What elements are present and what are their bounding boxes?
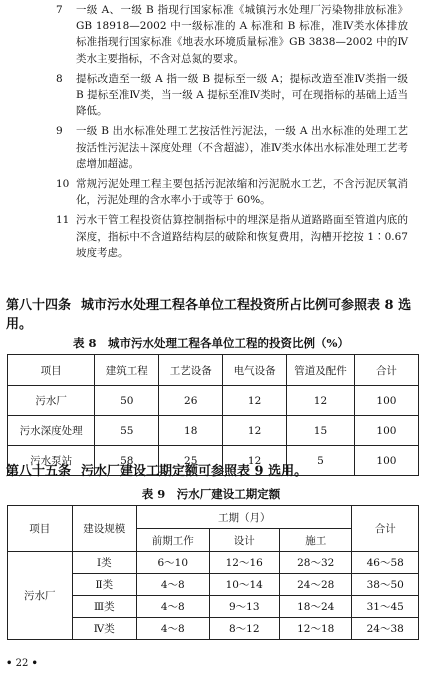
table-cell: 12～16: [209, 552, 279, 574]
header-cell: 项目: [8, 355, 95, 386]
page-number-text: 22: [15, 658, 29, 669]
table-cell: 污水厂: [8, 386, 95, 416]
note-item: [0, 71, 422, 120]
header-cell: 工艺设备: [159, 355, 223, 386]
table-cell: 9～13: [209, 596, 279, 618]
table-row: [8, 416, 419, 446]
table-cell: 4～8: [137, 618, 209, 640]
table-cell: 12: [223, 446, 287, 476]
article-label: 第八十四条: [6, 298, 72, 313]
note-number: 9: [56, 125, 63, 138]
table-header-row: [8, 506, 419, 529]
header-cell: 建设规模: [72, 506, 137, 552]
page-number: [6, 658, 38, 669]
table-cell: 污水泵站: [8, 446, 95, 476]
header-cell: 前期工作: [137, 529, 209, 552]
header-cell: 管道及配件: [287, 355, 355, 386]
note-number: 8: [56, 72, 63, 85]
note-item: [0, 2, 422, 67]
table-cell: 15: [287, 416, 355, 446]
article-text: 城市污水处理工程各单位工程投资所占比例可参照表 8 选用。: [6, 298, 412, 332]
table-cell: 污水深度处理: [8, 416, 95, 446]
note-number: 7: [56, 4, 63, 16]
table8-caption: 表 8 城市污水处理工程各单位工程的投资比例（%）: [73, 336, 349, 350]
article-label: 第八十五条: [6, 464, 72, 479]
table9-caption: 表 9 污水厂建设工期定额: [141, 487, 281, 501]
article-84: [6, 296, 416, 334]
table-cell: 46～58: [352, 552, 419, 574]
header-cell: 施工: [279, 529, 351, 552]
table-cell: 28～32: [279, 552, 351, 574]
bullet-dot-icon: •: [31, 658, 38, 669]
table-cell: 31～45: [352, 596, 419, 618]
table-cell: Ⅳ类: [72, 618, 137, 640]
table-cell: Ⅰ类: [72, 552, 137, 574]
table-cell: 38～50: [352, 574, 419, 596]
construction-period-table: [7, 505, 419, 640]
table-cell: 100: [354, 446, 418, 476]
table-cell: 25: [159, 446, 223, 476]
note-number: 11: [56, 214, 70, 227]
header-cell: 合计: [352, 506, 419, 552]
table-header-row: [8, 355, 419, 386]
table-cell: 5: [287, 446, 355, 476]
header-cell: 建筑工程: [95, 355, 159, 386]
note-text: 一级 A、一级 B 指现行国家标准《城镇污水处理厂污染物排放标准》GB 18918—2002 中一级标准的 A 标准和 B 标准，准Ⅳ类水体排放标准指现行国家标准《地表水环境质量标准》GB 3838—2002 中的Ⅳ类水主要指标，不含对总氮的要求。: [76, 4, 408, 65]
table-cell: 26: [159, 386, 223, 416]
header-cell: 合计: [354, 355, 418, 386]
table-cell: 24～38: [352, 618, 419, 640]
table-cell: 50: [95, 386, 159, 416]
article-85: [6, 462, 416, 481]
table-cell: Ⅱ类: [72, 574, 137, 596]
table-cell: 58: [95, 446, 159, 476]
table-row: [8, 552, 419, 574]
table-cell: 8～12: [209, 618, 279, 640]
header-cell: 工期（月）: [137, 506, 352, 529]
table-cell: 18～24: [279, 596, 351, 618]
investment-ratio-table: [7, 354, 419, 476]
table-cell: 12: [223, 386, 287, 416]
note-item: [0, 212, 422, 261]
table-cell: 100: [354, 386, 418, 416]
note-item: [0, 123, 422, 172]
note-number: 10: [56, 178, 70, 191]
note-text: 提标改造至一级 A 指一级 B 提标至一级 A；提标改造至准Ⅳ类指一级 B 提标至准Ⅳ类，当一级 A 提标至准Ⅳ类时，可在现指标的基础上适当降低。: [76, 72, 408, 118]
table-cell: 100: [354, 416, 418, 446]
header-cell: 电气设备: [223, 355, 287, 386]
header-cell: 项目: [8, 506, 73, 552]
table-cell: Ⅲ类: [72, 596, 137, 618]
note-item: [0, 176, 422, 208]
table-cell: 12～18: [279, 618, 351, 640]
table-cell: 污水厂: [8, 552, 73, 640]
table-cell: 10～14: [209, 574, 279, 596]
note-text: 一级 B 出水标准处理工艺按活性污泥法，一级 A 出水标准的处理工艺按活性污泥法＋深度处理（不含超滤），准Ⅳ类水体出水标准处理工艺考虑增加超滤。: [76, 125, 408, 170]
table-row: [8, 386, 419, 416]
table-cell: 18: [159, 416, 223, 446]
table-cell: 24～28: [279, 574, 351, 596]
notes-list: [0, 2, 422, 265]
table-cell: 12: [287, 386, 355, 416]
note-text: 污水干管工程投资估算控制指标中的埋深是指从道路路面至管道内底的深度，指标中不含道路结构层的破除和恢复费用，沟槽开挖按 1∶0.67 坡度考虑。: [76, 214, 408, 259]
article-text: 污水厂建设工期定额可参照表 9 选用。: [81, 464, 308, 479]
table-cell: 4～8: [137, 596, 209, 618]
table-cell: 12: [223, 416, 287, 446]
note-text: 常规污泥处理工程主要包括污泥浓缩和污泥脱水工艺，不含污泥厌氧消化，污泥处理的含水率小于或等于 60%。: [76, 178, 408, 207]
table-cell: 4～8: [137, 574, 209, 596]
header-cell: 设计: [209, 529, 279, 552]
bullet-dot-icon: •: [6, 658, 13, 669]
table-cell: 55: [95, 416, 159, 446]
table-cell: 6～10: [137, 552, 209, 574]
